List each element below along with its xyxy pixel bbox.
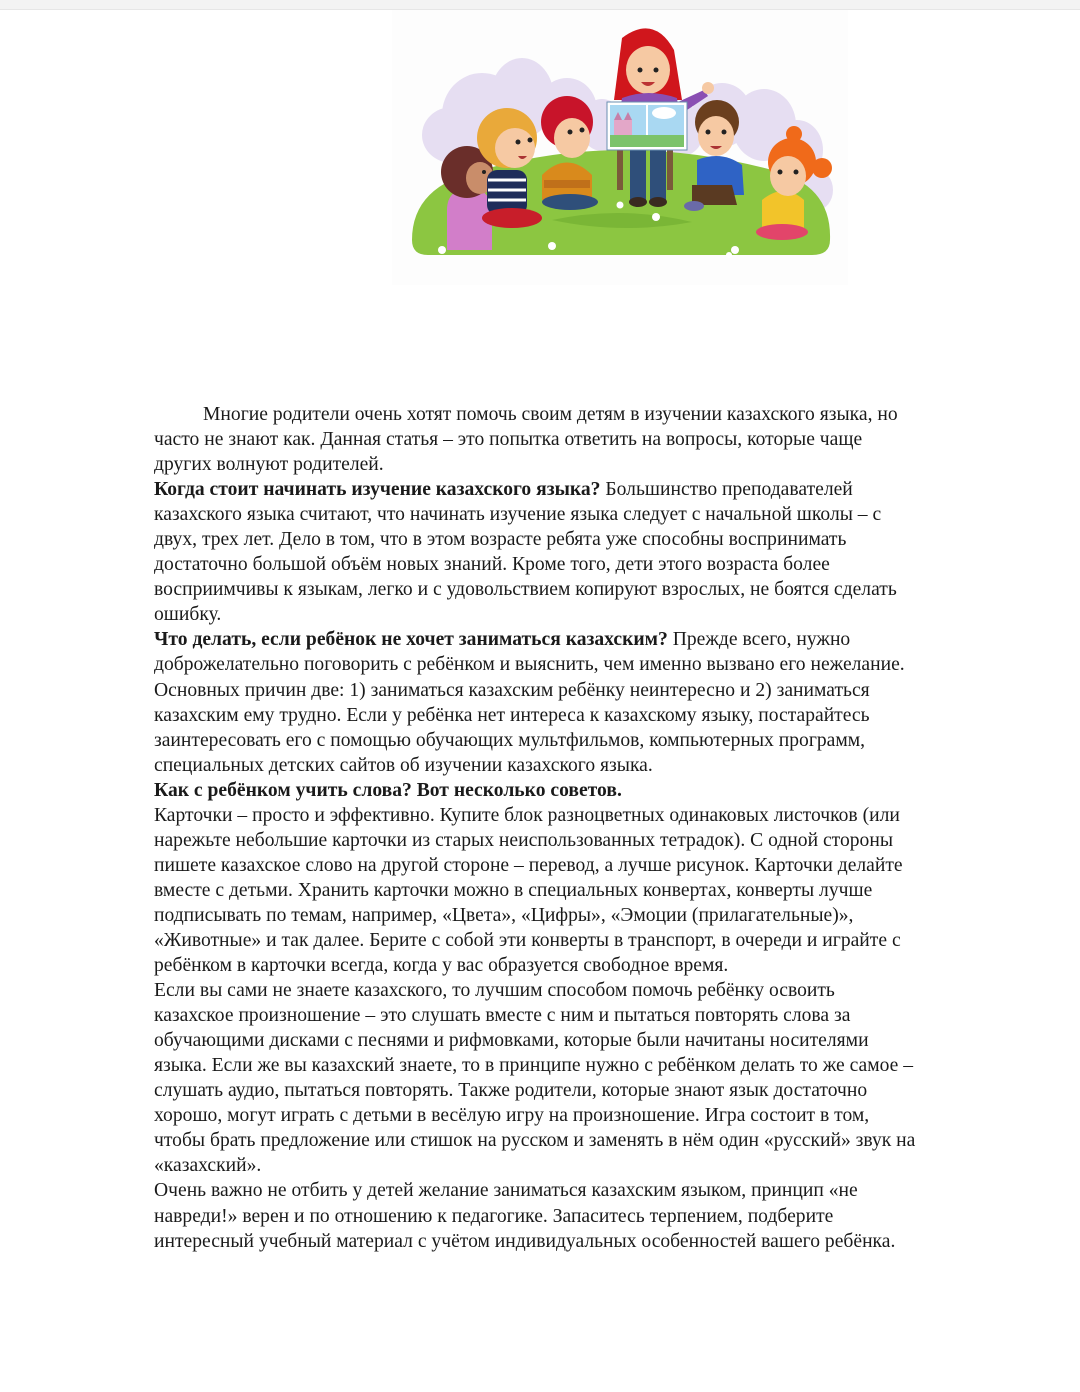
section-3-heading: Как с ребёнком учить слова? Вот несколько советов. xyxy=(154,779,622,801)
section-1-text: Большинство преподавателей xyxy=(600,479,853,501)
section-1-heading: Когда стоит начинать изучение казахского языка? xyxy=(154,479,601,501)
section-2-first-line xyxy=(154,627,1034,652)
tip-cards-line: ребёнком в карточки всегда, когда у вас образуется свободное время. xyxy=(154,955,729,977)
section-1-line: достаточно большой объём новых знаний. Кроме того, дети этого возраста более xyxy=(154,554,830,576)
intro-line: часто не знают как. Данная статья – это попытка ответить на вопросы, которые чаще xyxy=(154,429,863,451)
section-2-line: казахским ему трудно. Если у ребёнка нет интереса к казахскому языку, постарайтесь xyxy=(154,704,870,726)
section-1-line: восприимчивы к языкам, легко и с удовольствием копируют взрослых, не боятся сделать xyxy=(154,579,897,601)
conclusion-line: интересный учебный материал с учётом индивидуальных особенностей вашего ребёнка. xyxy=(154,1230,896,1252)
section-2-line: заинтересовать его с помощью обучающих мультфильмов, компьютерных программ, xyxy=(154,729,866,751)
tip-cards-line: подписывать по темам, например, «Цвета», «Цифры», «Эмоции (прилагательные)», xyxy=(154,904,854,926)
section-2-heading: Что делать, если ребёнок не хочет заниматься казахским? xyxy=(154,629,668,651)
tip-audio-line: обучающими дисками с песнями и рифмовками, которые были начитаны носителями xyxy=(154,1030,869,1052)
section-1-line: казахского языка считают, что начинать изучение языка следует с начальной школы – с xyxy=(154,504,882,526)
tip-cards-line: «Животные» и так далее. Берите с собой эти конверты в транспорт, в очереди и играйте с xyxy=(154,929,901,951)
section-2-line: доброжелательно поговорить с ребёнком и выяснить, чем именно вызвано его нежелание. xyxy=(154,654,905,676)
conclusion-line: Очень важно не отбить у детей желание заниматься казахским языком, принцип «не xyxy=(154,1180,858,1202)
section-2-line: специальных детских сайтов об изучении казахского языка. xyxy=(154,754,653,776)
illustration-svg xyxy=(392,10,848,285)
section-1-line: двух, трех лет. Дело в том, что в этом возрасте ребята уже способны воспринимать xyxy=(154,529,847,551)
section-2-line: Основных причин две: 1) заниматься казахским ребёнку неинтересно и 2) заниматься xyxy=(154,679,870,701)
tip-audio-line: «казахский». xyxy=(154,1155,262,1177)
section-3-heading-line xyxy=(154,778,1034,803)
tip-cards-line: Карточки – просто и эффективно. Купите блок разноцветных одинаковых листочков (или xyxy=(154,804,900,826)
tip-audio-line: слушать аудио, пытаться повторять. Также родители, которые знают язык достаточно xyxy=(154,1080,868,1102)
article-body xyxy=(154,402,1034,1254)
section-1-first-line xyxy=(154,477,1034,502)
conclusion-line: навреди!» верен и по отношению к педагогике. Запаситесь терпением, подберите xyxy=(154,1205,834,1227)
tip-cards-line: пишете казахское слово на другой стороне – перевод, а лучше рисунок. Карточки делайте xyxy=(154,854,903,876)
tip-audio-line: чтобы брать предложение или стишок на русском и заменять в нём один «русский» звук на xyxy=(154,1130,916,1152)
tip-audio-line: Если вы сами не знаете казахского, то лучшим способом помочь ребёнку освоить xyxy=(154,980,835,1002)
tip-cards-line: нарежьте небольшие карточки из старых неиспользованных тетрадок). С одной стороны xyxy=(154,829,894,851)
intro-line: Многие родители очень хотят помочь своим детям в изучении казахского языка, но xyxy=(203,404,898,425)
tip-audio-line: языка. Если же вы казахский знаете, то в принципе нужно с ребёнком делать то же самое – xyxy=(154,1055,914,1077)
section-1-line: ошибку. xyxy=(154,604,222,626)
top-bar xyxy=(0,0,1080,10)
illustration-teacher-and-children xyxy=(392,10,848,285)
tip-cards-line: вместе с детьми. Хранить карточки можно в специальных конвертах, конверты лучше xyxy=(154,879,873,901)
intro-line: других волнуют родителей. xyxy=(154,454,384,476)
tip-audio-line: казахское произношение – это слушать вместе с ним и пытаться повторять слова за xyxy=(154,1005,851,1027)
section-2-text: Прежде всего, нужно xyxy=(667,629,851,651)
tip-audio-line: хорошо, могут играть с детьми в весёлую игру на произношение. Игра состоит в том, xyxy=(154,1105,870,1127)
